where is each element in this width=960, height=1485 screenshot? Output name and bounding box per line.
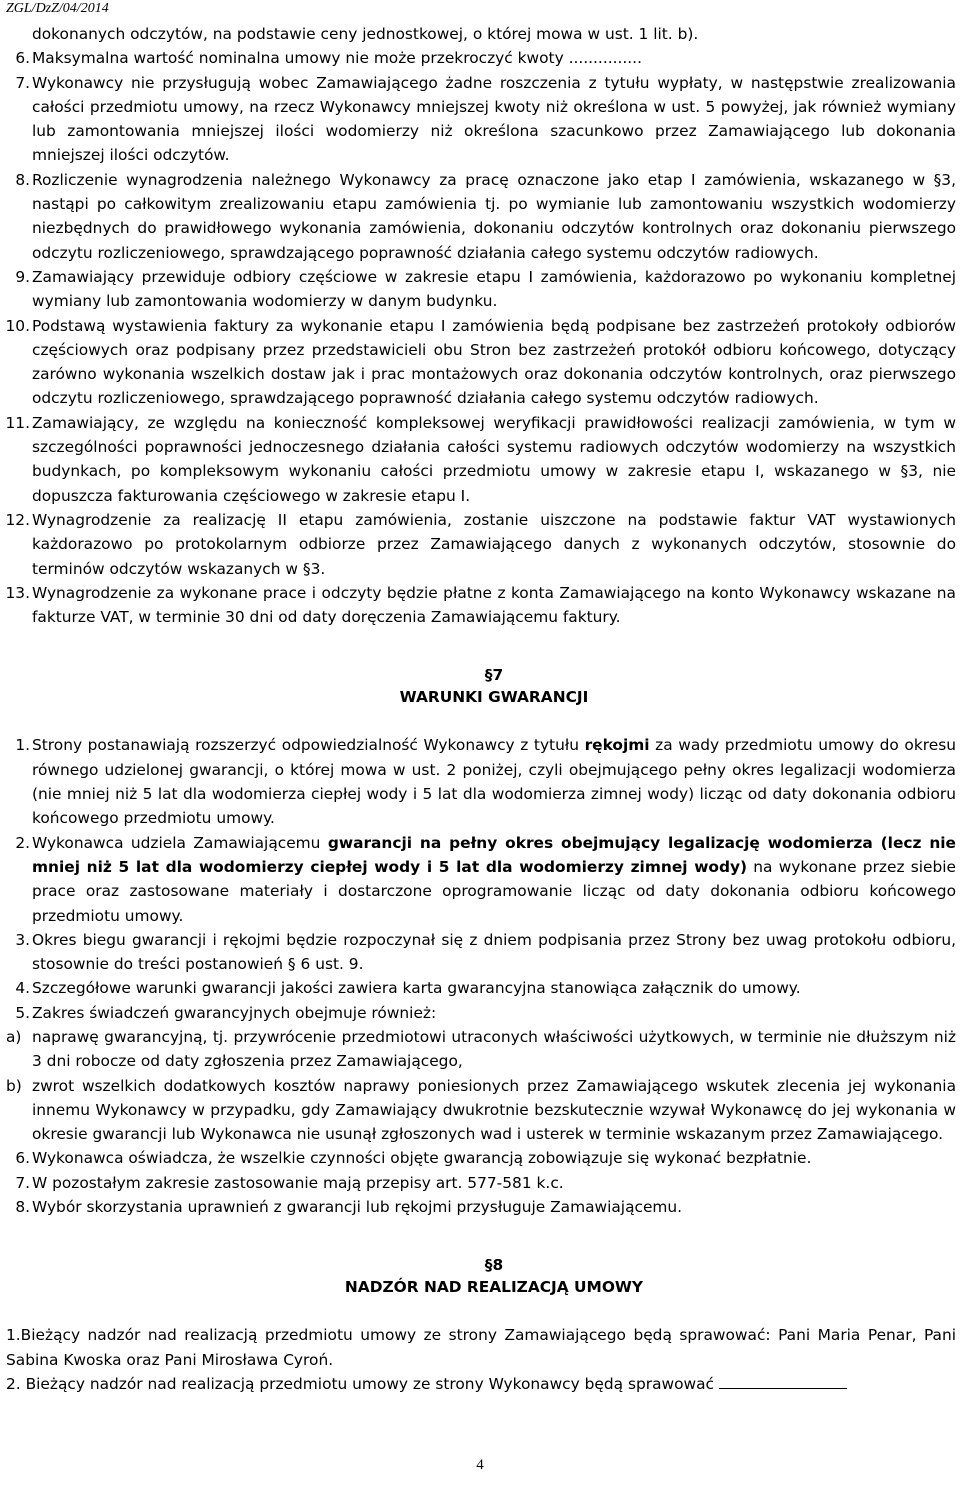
bold-term-rekojmi: rękojmi (584, 736, 650, 755)
document-reference-header: ZGL/DzZ/04/2014 (6, 1, 109, 16)
item-text: Wynagrodzenie za realizację II etapu zamówienia, zostanie uiszczone na podstawie faktur VAT wystawionych każdorazowo po protokolarnym odbiorze przez Zamawiającego danych z wykonanych odczytów, stosownie do terminów odczytów wskazanych w §3. (32, 510, 956, 578)
item-text: Rozliczenie wynagrodzenia należnego Wykonawcy za pracę oznaczone jako etap I zamówienia, wskazanego w §3, nastąpi po całkowitym zrealizowaniu etapu zamówienia tj. po wymianie lub zamontowaniu wszystkich wodomierzy niezbędnych do prawidłowego wykonania zamówienia, dokonaniu odczytów kontrolnych oraz dokonaniu pierwszego odczytu rozliczeniowego, sprawdzającego poprawność działania całego systemu odczytów radiowych. (32, 170, 956, 262)
sub-list-item (6, 1025, 956, 1074)
item-text: Zamawiający przewiduje odbiory częściowe w zakresie etapu I zamówienia, każdorazowo po wykonaniu kompletnej wymiany lub zamontowania wodomierzy w danym budynku. (32, 267, 956, 311)
list-item: 2. Wykonawca udziela Zamawiającemu gwarancji na pełny okres obejmujący legalizację wodomierza (lecz nie mniej niż 5 lat dla wodomierzy ciepłej wody i 5 lat dla wodomierzy zimnej wody) na wykonane przez siebie prace oraz zastosowane materiały i dostarczone oprogramowanie licząc od daty dokonania odbioru końcowego przedmiotu umowy. (32, 831, 956, 928)
page-number: 4 (476, 1457, 484, 1473)
item-text: zwrot wszelkich dodatkowych kosztów naprawy poniesionych przez Zamawiającego wskutek zlecenia jej wykonania innemu Wykonawcy w przypadku, gdy Zamawiający dwukrotnie bezskutecznie wzywał Wykonawcę do jej wykonania w okresie gwarancji lub Wykonawca nie usunął zgłoszonych wad i usterek w terminie wskazanym przez Zamawiającego. (32, 1076, 956, 1144)
item-text: Wykonawca udziela Zamawiającemu gwarancji na pełny okres obejmujący legalizację wodomierza (lecz nie mniej niż 5 lat dla wodomierzy ciepłej wody i 5 lat dla wodomierzy zimnej wody) na wykonane przez siebie prace oraz zastosowane materiały i dostarczone oprogramowanie licząc od daty dokonania odbioru końcowego przedmiotu umowy. (32, 833, 957, 925)
section-7-number: §7 (484, 666, 504, 685)
list-item: 8. Wybór skorzystania uprawnień z gwarancji lub rękojmi przysługuje Zamawiającemu. (32, 1195, 956, 1219)
item-text: W pozostałym zakresie zastosowanie mają przepisy art. 577-581 k.c. (32, 1173, 564, 1192)
warranty-list-continued (15, 1146, 956, 1219)
item-text: Wykonawcy nie przysługują wobec Zamawiającego żadne roszczenia z tytułu wypłaty, w następstwie zrealizowania całości przedmiotu umowy, na rzecz Wykonawcy mniejszej kwoty niż określona w ust. 5 powyżej, jak również wymiany lub zamontowania mniejszej ilości wodomierzy niż określona szacunkowo przez Zamawiającego lub dokonania mniejszej ilości odczytów. (32, 73, 956, 165)
list-item: 7. W pozostałym zakresie zastosowanie mają przepisy art. 577-581 k.c. (32, 1171, 956, 1195)
continuation-text: dokonanych odczytów, na podstawie ceny jednostkowej, o której mowa w ust. 1 lit. b). (32, 25, 699, 43)
section-8-title: NADZÓR NAD REALIZACJĄ UMOWY (344, 1278, 644, 1297)
list-item: 6. Wykonawca oświadcza, że wszelkie czynności objęte gwarancją zobowiązuje się wykonać bezpłatnie. (32, 1146, 956, 1170)
list-item: 12. Wynagrodzenie za realizację II etapu zamówienia, zostanie uiszczone na podstawie faktur VAT wystawionych każdorazowo po protokolarnym odbiorze przez Zamawiającego danych z wykonanych odczytów, stosownie do terminów odczytów wskazanych w §3. (32, 508, 956, 581)
list-item: 9. Zamawiający przewiduje odbiory częściowe w zakresie etapu I zamówienia, każdorazowo po wykonaniu kompletnej wymiany lub zamontowania wodomierzy w danym budynku. (32, 265, 956, 314)
supervision-paragraph-2: 2. Bieżący nadzór nad realizacją przedmiotu umowy ze strony Wykonawcy będą sprawować (6, 1372, 956, 1396)
warranty-list (15, 928, 956, 1025)
item-text: Strony postanawiają rozszerzyć odpowiedzialność Wykonawcy z tytułu rękojmi za wady przedmiotu umowy do okresu równego udzielonej gwarancji, o której mowa w ust. 2 poniżej, czyli obejmującego pełny okres legalizacji wodomierza (nie mniej niż 5 lat dla wodomierza ciepłej wody i 5 lat dla wodomierza zimnej wody) licząc od daty dokonania odbioru końcowego przedmiotu umowy. (32, 736, 956, 828)
item-text: Wynagrodzenie za wykonane prace i odczyty będzie płatne z konta Zamawiającego na konto Wykonawcy wskazane na fakturze VAT, w terminie 30 dni od daty doręczenia Zamawiającemu faktury. (32, 583, 956, 627)
list-item: 1. Strony postanawiają rozszerzyć odpowiedzialność Wykonawcy z tytułu rękojmi za wady przedmiotu umowy do okresu równego udzielonej gwarancji, o której mowa w ust. 2 poniżej, czyli obejmującego pełny okres legalizacji wodomierza (nie mniej niż 5 lat dla wodomierza ciepłej wody i 5 lat dla wodomierza zimnej wody) licząc od daty dokonania odbioru końcowego przedmiotu umowy. (32, 733, 956, 830)
item-text: Wybór skorzystania uprawnień z gwarancji lub rękojmi przysługuje Zamawiającemu. (32, 1198, 683, 1217)
list-item: 6. Maksymalna wartość nominalna umowy nie może przekroczyć kwoty ............... (32, 46, 956, 70)
item-text: Okres biegu gwarancji i rękojmi będzie rozpoczynał się z dniem podpisania przez Strony bez uwag protokołu odbioru, stosownie do treści postanowień § 6 ust. 9. (32, 930, 956, 974)
item-text: Maksymalna wartość nominalna umowy nie może przekroczyć kwoty ............... (32, 49, 642, 68)
item-text: Zakres świadczeń gwarancyjnych obejmuje również: (32, 1003, 437, 1022)
bold-warranty-term: gwarancji na pełny okres obejmujący legalizację wodomierza (lecz nie mniej niż 5 lat dla wodomierzy ciepłej wody i 5 lat dla wodomierzy zimnej wody) (32, 833, 956, 876)
section-7-title: WARUNKI GWARANCJI (399, 688, 589, 707)
supervision-paragraph-1: 1.Bieżący nadzór nad realizacją przedmiotu umowy ze strony Zamawiającego będą sprawować: Pani Maria Penar, Pani Sabina Kwoska oraz Pani Mirosława Cyroń. (6, 1326, 956, 1369)
blank-fill-line (719, 1374, 847, 1389)
item-number: a) (6, 1027, 22, 1046)
item-text: Zamawiający, ze względu na konieczność kompleksowej weryfikacji prawidłowości realizacji zamówienia, w tym w szczególności poprawności jednoczesnego działania całości systemu radiowych odczytów wodomierzy na wszystkich budynkach, po kompleksowym wykonaniu całości przedmiotu umowy w zakresie etapu I, wskazanego w §3, nie dopuszcza fakturowania częściowego w zakresie etapu I. (32, 413, 956, 505)
section-8-number: §8 (484, 1256, 504, 1275)
list-item: 5. Zakres świadczeń gwarancyjnych obejmuje również: (32, 1001, 956, 1025)
continuation-line (32, 22, 956, 46)
document-body (5, 22, 957, 1396)
top-lines (15, 22, 956, 71)
payment-terms-list (5, 71, 956, 630)
item-text: Szczegółowe warunki gwarancji jakości zawiera karta gwarancyjna stanowiąca załącznik do umowy. (32, 979, 801, 998)
list-item: 13. Wynagrodzenie za wykonane prace i odczyty będzie płatne z konta Zamawiającego na konto Wykonawcy wskazane na fakturze VAT, w terminie 30 dni od daty doręczenia Zamawiającemu faktury. (32, 581, 956, 630)
list-item: 8. Rozliczenie wynagrodzenia należnego Wykonawcy za pracę oznaczone jako etap I zamówienia, wskazanego w §3, nastąpi po całkowitym zrealizowaniu etapu zamówienia tj. po wymianie lub zamontowaniu wszystkich wodomierzy niezbędnych do prawidłowego wykonania zamówienia, dokonaniu odczytów kontrolnych oraz dokonaniu pierwszego odczytu rozliczeniowego, sprawdzającego poprawność działania całego systemu odczytów radiowych. (32, 168, 956, 265)
list-item: 11. Zamawiający, ze względu na konieczność kompleksowej weryfikacji prawidłowości realizacji zamówienia, w tym w szczególności poprawności jednoczesnego działania całości systemu radiowych odczytów wodomierzy na wszystkich budynkach, po kompleksowym wykonaniu całości przedmiotu umowy w zakresie etapu I, wskazanego w §3, nie dopuszcza fakturowania częściowego w zakresie etapu I. (32, 411, 956, 508)
item-text: Podstawą wystawienia faktury za wykonanie etapu I zamówienia będą podpisane bez zastrzeżeń protokoły odbiorów częściowych oraz podpisany przez przedstawicieli obu Stron bez zastrzeżeń protokół odbioru końcowego, dotyczący zarówno wykonania wszelkich dostaw jak i prac montażowych oraz dokonania odczytów kontrolnych, oraz pierwszego odczytu rozliczeniowego, sprawdzającego poprawność działania całego systemu odczytów radiowych. (32, 316, 956, 408)
list-item: 10. Podstawą wystawienia faktury za wykonanie etapu I zamówienia będą podpisane bez zastrzeżeń protokoły odbiorów częściowych oraz podpisany przez przedstawicieli obu Stron bez zastrzeżeń protokół odbioru końcowego, dotyczący zarówno wykonania wszelkich dostaw jak i prac montażowych oraz dokonania odczytów kontrolnych, oraz pierwszego odczytu rozliczeniowego, sprawdzającego poprawność działania całego systemu odczytów radiowych. (32, 314, 956, 411)
item-number: b) (6, 1076, 22, 1095)
sub-list-item (6, 1074, 956, 1147)
item-text: naprawę gwarancyjną, tj. przywrócenie przedmiotowi utraconych właściwości użytkowych, w terminie nie dłuższym niż 3 dni robocze od daty zgłoszenia przez Zamawiającego, (32, 1027, 956, 1071)
warranty-sublist (6, 1025, 956, 1146)
list-item: 3. Okres biegu gwarancji i rękojmi będzie rozpoczynał się z dniem podpisania przez Strony bez uwag protokołu odbioru, stosownie do treści postanowień § 6 ust. 9. (32, 928, 956, 977)
item-text: Wykonawca oświadcza, że wszelkie czynności objęte gwarancją zobowiązuje się wykonać bezpłatnie. (32, 1149, 812, 1168)
list-item: 4. Szczegółowe warunki gwarancji jakości zawiera karta gwarancyjna stanowiąca załącznik do umowy. (32, 976, 956, 1000)
list-item: 7. Wykonawcy nie przysługują wobec Zamawiającego żadne roszczenia z tytułu wypłaty, w następstwie zrealizowania całości przedmiotu umowy, na rzecz Wykonawcy mniejszej kwoty niż określona w ust. 5 powyżej, jak również wymiany lub zamontowania mniejszej ilości wodomierzy niż określona szacunkowo przez Zamawiającego lub dokonania mniejszej ilości odczytów. (32, 71, 956, 168)
